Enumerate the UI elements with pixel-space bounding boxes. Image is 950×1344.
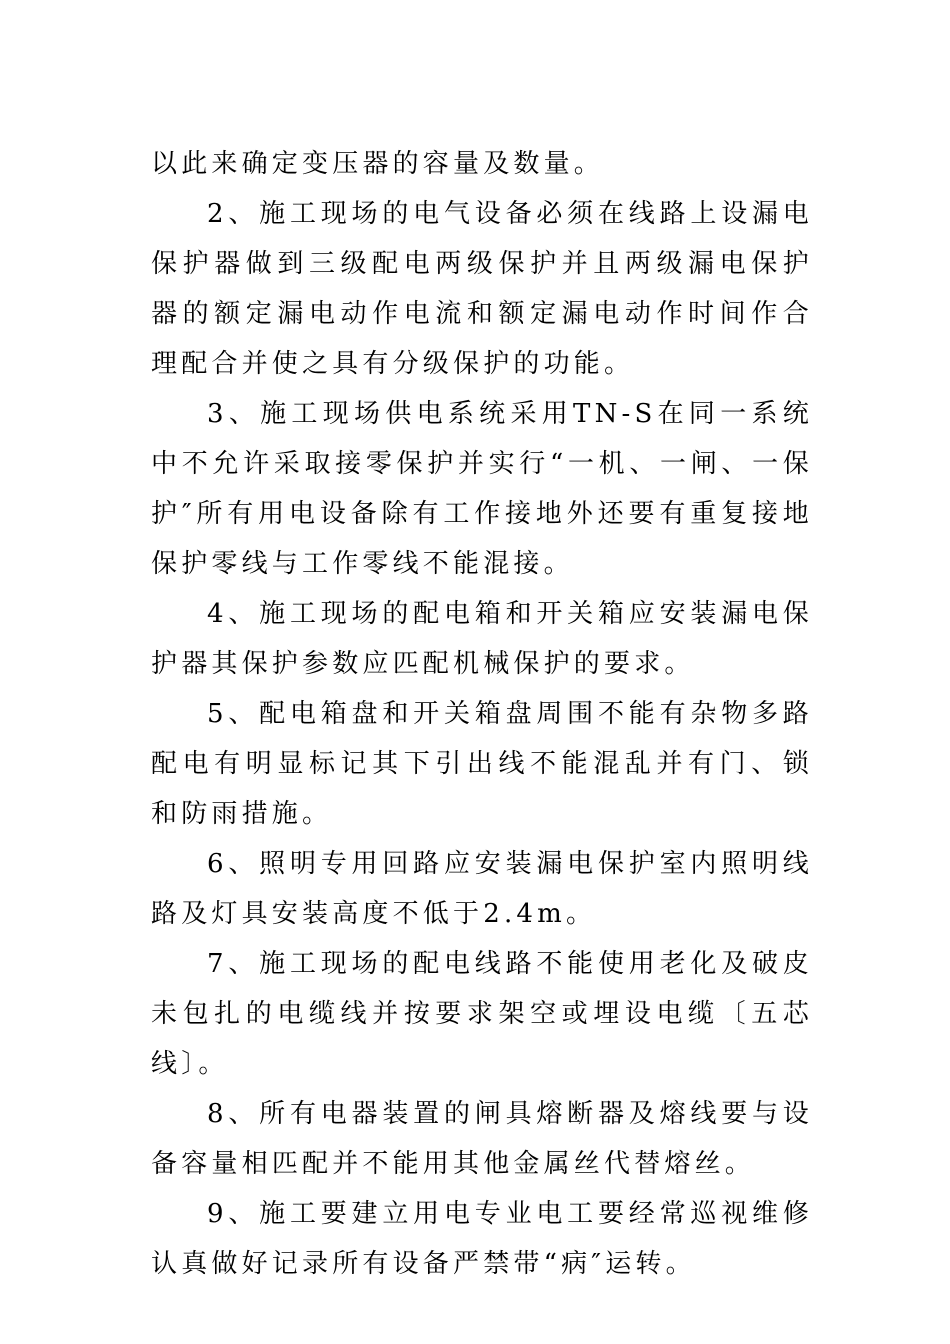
paragraph-item-4: 4、施工现场的配电箱和开关箱应安装漏电保护器其保护参数应匹配机械保护的要求。: [151, 599, 813, 679]
paragraph-item-7: 7、施工现场的配电线路不能使用老化及破皮未包扎的电缆线并按要求架空或埋设电缆〔五芯线〕。: [151, 949, 813, 1079]
paragraph-item-8: 8、所有电器装置的闸具熔断器及熔线要与设备容量相匹配并不能用其他金属丝代替熔丝。: [151, 1099, 813, 1179]
paragraph-item-2: 2、施工现场的电气设备必须在线路上设漏电保护器做到三级配电两级保护并且两级漏电保护器的额定漏电动作电流和额定漏电动作时间作合理配合并使之具有分级保护的功能。: [151, 199, 813, 379]
paragraph-item-3: 3、施工现场供电系统采用TN-S在同一系统中不允许采取接零保护并实行“一机、一闸、一保护″所有用电设备除有工作接地外还要有重复接地保护零线与工作零线不能混接。: [151, 399, 813, 579]
paragraph-continuation: 以此来确定变压器的容量及数量。: [151, 149, 605, 179]
paragraph-item-6: 6、照明专用回路应安装漏电保护室内照明线路及灯具安装高度不低于2.4m。: [151, 849, 813, 929]
paragraph-item-9: 9、施工要建立用电专业电工要经常巡视维修认真做好记录所有设备严禁带“病″运转。: [151, 1199, 813, 1279]
document-body: [151, 139, 813, 1289]
paragraph-item-5: 5、配电箱盘和开关箱盘周围不能有杂物多路配电有明显标记其下引出线不能混乱并有门、锁和防雨措施。: [151, 699, 813, 829]
